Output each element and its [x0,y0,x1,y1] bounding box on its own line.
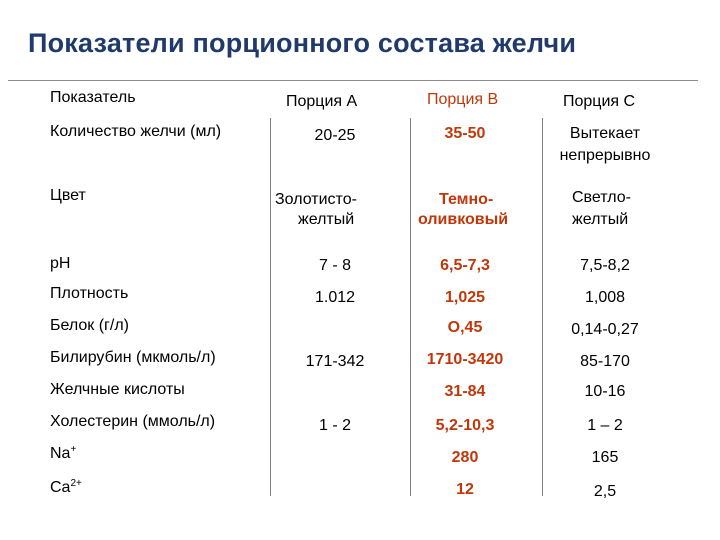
calcium-portion-b: 12 [456,481,474,498]
row-label-bilirubin: Билирубин (мкмоль/л) [50,349,216,366]
ph-portion-b: 6,5-7,3 [440,257,490,274]
column-divider-1 [270,118,271,496]
cholesterol-portion-b: 5,2-10,3 [435,417,495,434]
row-label-volume: Количество желчи (мл) [50,123,222,140]
volume-portion-c-line2: непрерывно [559,147,651,164]
calcium-symbol: Ca [50,479,71,496]
density-portion-c: 1,008 [584,289,626,306]
header-divider [8,80,698,81]
cholesterol-portion-a: 1 - 2 [318,417,351,434]
bilirubin-portion-a: 171-342 [305,353,365,370]
calcium-portion-c: 2,5 [593,483,617,500]
sodium-portion-c: 165 [591,449,619,466]
bile-acids-portion-c: 10-16 [584,383,626,400]
row-label-color: Цвет [50,187,86,204]
bilirubin-portion-b: 1710-3420 [426,351,504,368]
density-portion-a: 1.012 [314,289,356,306]
ph-portion-a: 7 - 8 [318,257,351,274]
row-label-density: Плотность [50,285,129,302]
ph-portion-c: 7,5-8,2 [580,257,630,274]
header-indicator: Показатель [50,89,136,106]
row-label-ph: pH [50,255,71,272]
color-portion-b-line1: Темно- [439,191,494,208]
sodium-portion-b: 280 [451,449,479,466]
header-portion-b: Порция В [427,91,499,108]
color-portion-b-line2: оливковый [418,211,509,228]
row-label-calcium [50,478,82,498]
row-label-cholesterol: Холестерин (ммоль/л) [50,413,216,430]
row-label-sodium [50,444,76,464]
color-portion-c-line1: Светло- [572,189,631,206]
color-portion-a-line1: Золотисто- [275,191,357,208]
volume-portion-a: 20-25 [314,127,356,144]
row-label-protein: Белок (г/л) [50,317,129,334]
protein-portion-c: 0,14-0,27 [571,321,639,338]
cholesterol-portion-c: 1 – 2 [587,417,623,434]
column-divider-3 [542,118,543,496]
sodium-charge: + [70,444,77,455]
bilirubin-portion-c: 85-170 [580,353,630,370]
row-label-bile-acids: Желчные кислоты [50,381,185,398]
calcium-charge: 2+ [70,478,82,489]
bile-acids-portion-b: 31-84 [444,383,486,400]
header-portion-c: Порция С [563,93,636,110]
density-portion-b: 1,025 [444,289,486,306]
volume-portion-c-line1: Вытекает [569,125,641,142]
sodium-symbol: Na [50,445,71,462]
volume-portion-b: 35-50 [444,125,486,142]
page-title: Показатели порционного состава желчи [28,28,577,58]
color-portion-c-line2: желтый [572,211,629,228]
header-portion-a: Порция А [286,93,358,110]
protein-portion-b: О,45 [447,319,483,336]
color-portion-a-line2: желтый [298,211,355,228]
